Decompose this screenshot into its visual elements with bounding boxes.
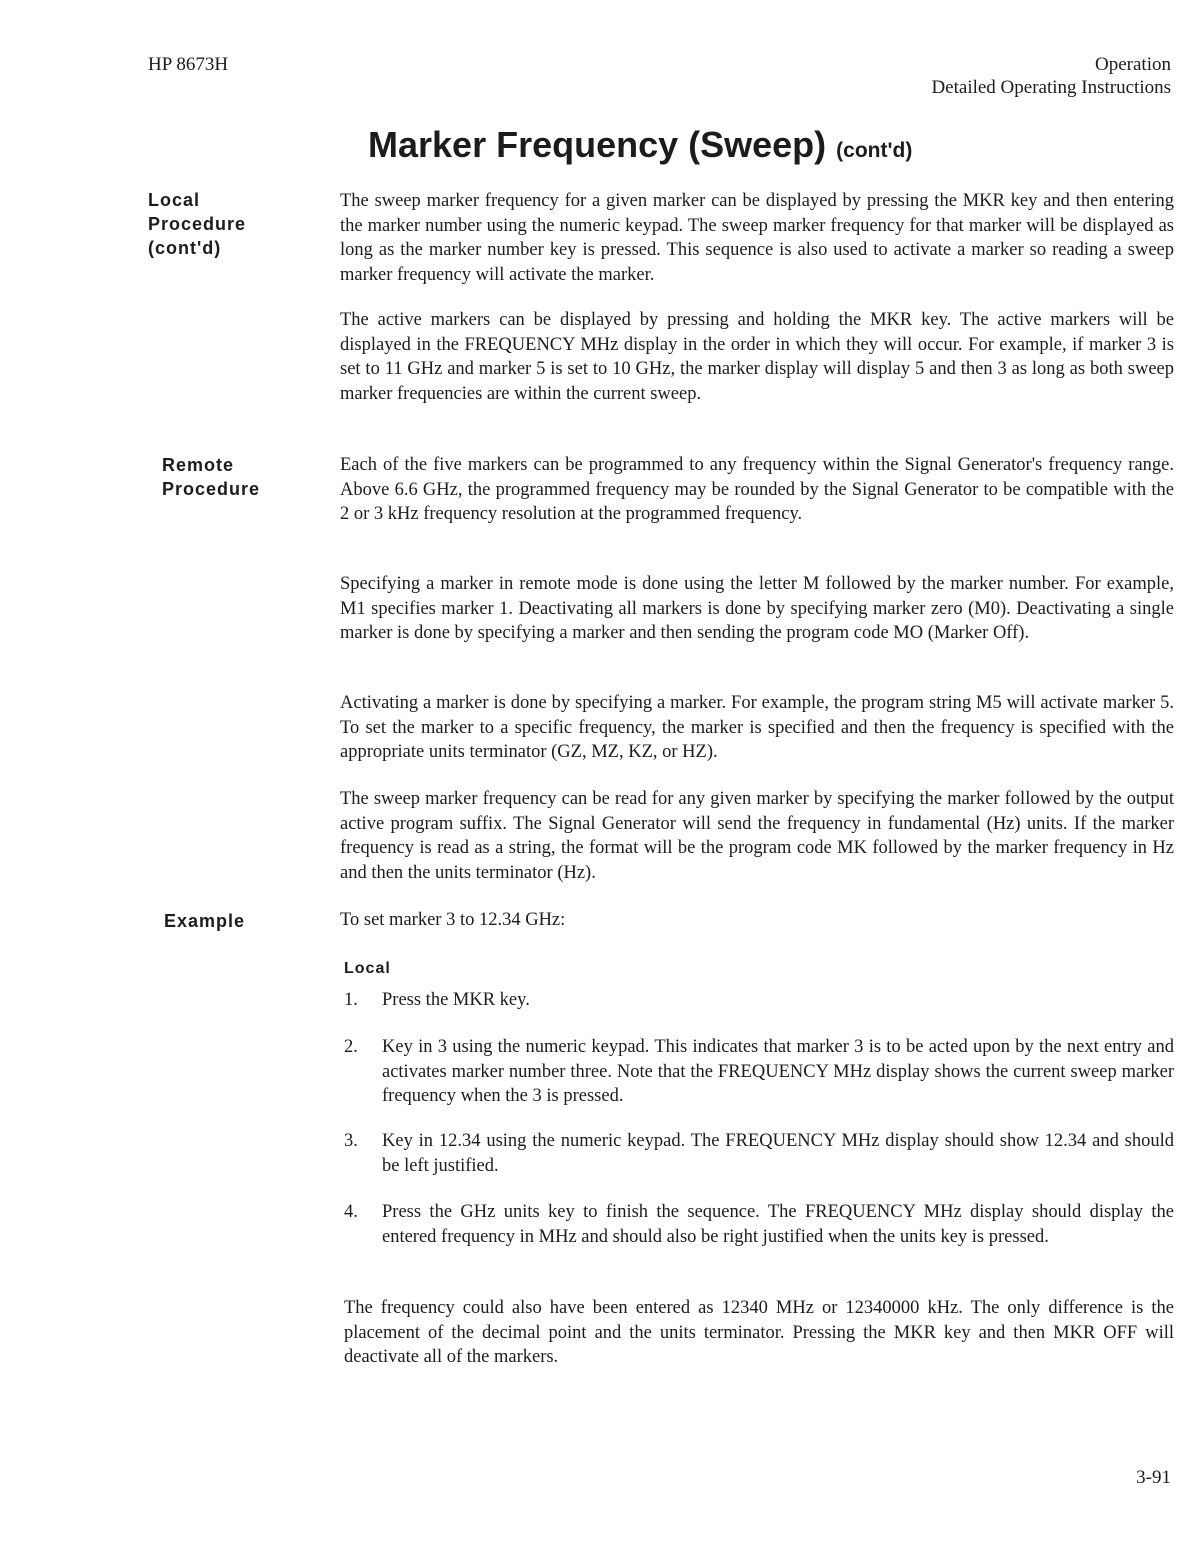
page-number: 3-91: [1136, 1467, 1171, 1488]
step-number: 1.: [344, 990, 358, 1010]
example-closing-paragraph: The frequency could also have been entered as 12340 MHz or 12340000 kHz. The only difference is the placement of the decimal point and the units terminator. Pressing the MKR key and then MKR OFF will deactivate all of the markers.: [344, 1298, 1174, 1367]
side-label-line: (cont'd): [148, 238, 222, 258]
page-title-suffix: (cont'd): [836, 139, 913, 162]
side-label-example: Example: [164, 911, 246, 931]
side-label-line: Local: [148, 190, 201, 210]
side-label-line: Procedure: [162, 479, 261, 499]
header-section-block: [931, 53, 1171, 99]
example-local-heading: Local: [344, 960, 391, 977]
step-text: Press the GHz units key to finish the sequence. The FREQUENCY MHz display should display the entered frequency in MHz and should also be right justified when the units key is pressed.: [382, 1202, 1174, 1247]
side-label-remote-procedure: [162, 453, 260, 501]
remote-procedure-paragraph-2: Specifying a marker in remote mode is done using the letter M followed by the marker number. For example, M1 specifies marker 1. Deactivating all markers is done by specifying marker zero (M0). Deactivating a single marker is done by specifying a marker and then sending the program code MO (Marker Off).: [340, 574, 1174, 643]
example-intro: To set marker 3 to 12.34 GHz:: [340, 910, 566, 930]
remote-procedure-paragraph-1: Each of the five markers can be programmed to any frequency within the Signal Generator's frequency range. Above 6.6 GHz, the programmed frequency may be rounded by the Signal Generator to be compatible with the 2 or 3 kHz frequency resolution at the programmed frequency.: [340, 455, 1174, 524]
remote-procedure-paragraph-4: The sweep marker frequency can be read for any given marker by specifying the marker followed by the output active program suffix. The Signal Generator will send the frequency in fundamental (Hz) units. If the marker frequency is read as a string, the format will be the program code MK followed by the marker frequency in Hz and then the units terminator (Hz).: [340, 789, 1174, 883]
page-title: [368, 122, 912, 174]
side-label-local-procedure: [148, 188, 246, 260]
page-title-main: Marker Frequency (Sweep): [368, 124, 827, 165]
remote-procedure-paragraph-3: Activating a marker is done by specifying a marker. For example, the program string M5 will activate marker 5. To set the marker to a specific frequency, the marker is specified and then the frequency is specified with the appropriate units terminator (GZ, MZ, KZ, or HZ).: [340, 693, 1174, 762]
side-label-line: Procedure: [148, 214, 247, 234]
side-label-line: Remote: [162, 455, 235, 475]
step-number: 2.: [344, 1037, 358, 1057]
header-model: HP 8673H: [148, 54, 229, 75]
header-subsection: Detailed Operating Instructions: [931, 77, 1171, 98]
local-procedure-paragraph-2: The active markers can be displayed by pressing and holding the MKR key. The active markers will be displayed in the FREQUENCY MHz display in the order in which they will occur. For example, if marker 3 is set to 11 GHz and marker 5 is set to 10 GHz, the marker display will display 5 and then 3 as long as both sweep marker frequencies are within the current sweep.: [340, 310, 1174, 404]
step-number: 4.: [344, 1202, 358, 1222]
step-text: Press the MKR key.: [382, 990, 530, 1010]
local-procedure-paragraph-1: The sweep marker frequency for a given marker can be displayed by pressing the MKR key and then entering the marker number using the numeric keypad. The sweep marker frequency for that marker will be displayed as long as the marker number key is pressed. This sequence is also used to activate a marker so reading a sweep marker frequency will activate the marker.: [340, 191, 1174, 285]
step-text: Key in 12.34 using the numeric keypad. The FREQUENCY MHz display should show 12.34 and should be left justified.: [382, 1131, 1174, 1176]
step-number: 3.: [344, 1131, 358, 1151]
header-section: Operation: [1095, 54, 1171, 75]
step-text: Key in 3 using the numeric keypad. This indicates that marker 3 is to be acted upon by the next entry and activates marker number three. Note that the FREQUENCY MHz display shows the current sweep marker frequency when the 3 is pressed.: [382, 1037, 1174, 1106]
